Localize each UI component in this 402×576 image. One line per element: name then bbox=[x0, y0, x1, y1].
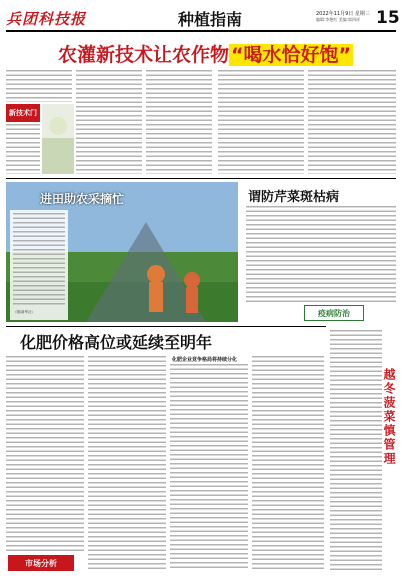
caption-text bbox=[13, 213, 65, 307]
tech-column-title: 谓防芹菜斑枯病 bbox=[248, 190, 340, 205]
article-text bbox=[88, 356, 166, 571]
divider bbox=[6, 326, 326, 327]
page-number: 15 bbox=[376, 8, 400, 28]
tag-label: 新技术门 bbox=[9, 109, 37, 117]
article-text bbox=[252, 356, 324, 571]
paper-name: 兵团科技报 bbox=[6, 10, 87, 28]
field-photo bbox=[42, 104, 74, 174]
article-text bbox=[6, 124, 40, 174]
market-analysis-tag bbox=[8, 555, 74, 571]
prevention-tag-label: 疫病防治 bbox=[318, 308, 350, 318]
tech-column-text bbox=[246, 206, 396, 302]
market-headline: 化肥价格高位或延续至明年 bbox=[20, 333, 213, 352]
market-tag-label: 市场分析 bbox=[25, 558, 57, 568]
article-text bbox=[76, 70, 142, 174]
spring-section-title: 进田助农采摘忙 bbox=[40, 192, 125, 206]
article-text bbox=[146, 70, 212, 174]
photo-caption-box bbox=[10, 210, 68, 320]
masthead-rule bbox=[6, 30, 396, 32]
market-subhead: 化肥企业竞争格局将持续分化 bbox=[172, 357, 238, 363]
sidebar-title bbox=[384, 368, 398, 466]
article-text bbox=[218, 70, 304, 174]
prevention-tag bbox=[304, 305, 364, 321]
main-headline bbox=[58, 40, 353, 67]
article-text bbox=[170, 364, 248, 571]
headline-prefix: 农灌新技术让农作物 bbox=[58, 44, 230, 66]
section-title: 种植指南 bbox=[178, 10, 243, 29]
article-text bbox=[6, 356, 84, 551]
section-tag-new-view bbox=[6, 104, 40, 122]
article-text bbox=[308, 70, 396, 174]
divider bbox=[6, 178, 396, 179]
article-text bbox=[6, 70, 72, 102]
sidebar-title-text: 越冬菠菜慎管理 bbox=[382, 368, 396, 466]
paper-logo bbox=[6, 8, 96, 28]
editors-line: 编辑:李艳红 美编:郭四祥 bbox=[316, 17, 360, 22]
photo-caption: （图/新华社） bbox=[13, 310, 36, 314]
headline-highlight: “喝水恰好饱” bbox=[231, 44, 351, 66]
date-line: 2022年11月9日 星期三 bbox=[316, 11, 370, 17]
sidebar-text bbox=[330, 330, 382, 570]
